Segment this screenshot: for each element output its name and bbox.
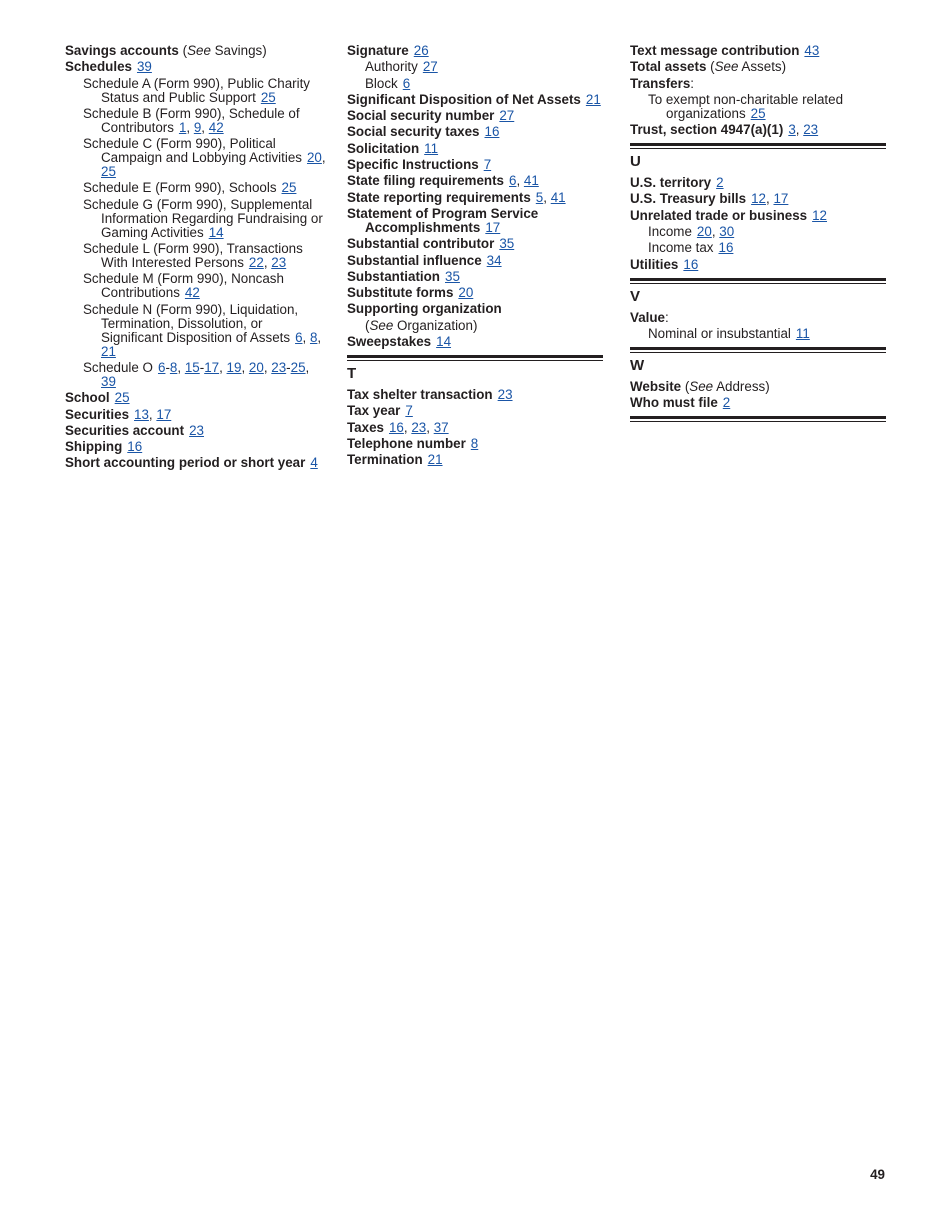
page-reference-link[interactable]: 9	[193, 119, 202, 135]
entry-text: (	[706, 59, 715, 75]
index-term: Specific Instructions	[347, 157, 479, 173]
entry-text: Address)	[713, 378, 770, 394]
index-entry	[347, 302, 603, 316]
index-term: Substantial contributor	[347, 236, 495, 252]
page-reference-link[interactable]: 21	[101, 343, 116, 359]
index-entry	[630, 396, 886, 410]
index-entry	[347, 237, 603, 251]
page-reference-link[interactable]: 14	[436, 334, 452, 350]
see-reference: See	[369, 317, 394, 333]
page-reference-link[interactable]: 34	[486, 252, 502, 268]
section-letter-heading: V	[630, 287, 641, 305]
page-reference-link[interactable]: 26	[413, 43, 429, 58]
page-reference-link[interactable]: 6	[402, 75, 411, 91]
index-term: Substantiation	[347, 268, 440, 284]
index-entry	[630, 380, 886, 394]
index-entry	[630, 258, 886, 272]
index-entry	[347, 335, 603, 349]
entry-text: To exempt non-charitable related organizations	[648, 91, 844, 121]
page-reference-link[interactable]: 12	[812, 207, 828, 223]
entry-text: ,	[321, 150, 326, 166]
index-term: Schedules	[65, 59, 132, 75]
index-column-1	[65, 44, 327, 473]
page-reference-link[interactable]: 20	[696, 224, 712, 240]
page-reference-link[interactable]: 25	[290, 359, 306, 375]
page-reference-link[interactable]: 8	[169, 359, 178, 375]
page-reference-link[interactable]: 6	[509, 173, 517, 189]
index-entry	[65, 440, 327, 454]
page-reference-link[interactable]: 23	[411, 419, 427, 435]
index-subentry	[347, 319, 603, 333]
page-reference-link[interactable]: 2	[722, 395, 731, 411]
entry-text: Schedule G (Form 990), Supplemental Information Regarding Fundraising or Gaming Activities	[83, 196, 323, 240]
index-term: School	[65, 390, 110, 406]
see-reference: See	[689, 378, 714, 394]
page-reference-link[interactable]: 4	[310, 455, 318, 471]
index-term: Tax shelter transaction	[347, 387, 493, 403]
index-entry	[347, 93, 603, 107]
page-reference-link[interactable]: 27	[499, 108, 515, 124]
entry-text: ,	[403, 419, 412, 435]
entry-text: Schedule A (Form 990), Public Charity Status and Public Support	[83, 75, 310, 105]
index-subentry	[630, 225, 886, 239]
page-reference-link[interactable]: 23	[803, 122, 819, 138]
entry-text: ,	[148, 406, 157, 422]
page-reference-link[interactable]: 7	[483, 157, 492, 173]
page-reference-link[interactable]: 11	[424, 140, 439, 156]
page-reference-link[interactable]: 23	[271, 255, 287, 271]
entry-text: Schedule M (Form 990), Noncash Contributions	[83, 271, 284, 301]
index-term: Taxes	[347, 419, 384, 435]
entry-text: Assets)	[738, 59, 787, 75]
section-divider	[630, 143, 886, 149]
index-entry	[65, 44, 327, 58]
page-number: 49	[870, 1167, 885, 1182]
entry-text: ,	[516, 173, 524, 189]
index-entry	[347, 158, 603, 172]
page-reference-link[interactable]: 37	[433, 419, 449, 435]
section-divider	[630, 347, 886, 353]
entry-text: ,	[219, 359, 227, 375]
page-reference-link[interactable]: 41	[523, 173, 539, 189]
page-reference-link[interactable]: 25	[114, 390, 130, 406]
entry-text: ,	[263, 255, 272, 271]
entry-text: Block	[365, 75, 398, 91]
page-reference-link[interactable]: 8	[309, 329, 318, 345]
index-entry	[347, 453, 603, 467]
index-entry	[65, 60, 327, 74]
entry-text: -	[165, 359, 170, 375]
index-term: Trust, section 4947(a)(1)	[630, 122, 784, 138]
index-term: Termination	[347, 452, 423, 468]
page-reference-link[interactable]: 25	[101, 164, 116, 180]
index-term: Unrelated trade or business	[630, 207, 808, 223]
index-term: Website	[630, 378, 682, 394]
index-entry	[65, 424, 327, 438]
page-reference-link[interactable]: 6	[157, 359, 166, 375]
page-reference-link[interactable]: 16	[388, 419, 404, 435]
index-entry	[347, 125, 603, 139]
page-reference-link[interactable]: 15	[184, 359, 200, 375]
index-term: Savings accounts	[65, 43, 179, 58]
index-term: Tax year	[347, 403, 401, 419]
page-reference-link[interactable]: 42	[208, 119, 224, 135]
page-reference-link[interactable]: 8	[470, 435, 479, 451]
page-reference-link[interactable]: 13	[134, 406, 149, 422]
entry-text: ,	[241, 359, 249, 375]
index-entry	[630, 209, 886, 223]
page-reference-link[interactable]: 22	[248, 255, 264, 271]
index-entry	[347, 437, 603, 451]
index-entry	[347, 286, 603, 300]
page-reference-link[interactable]: 39	[101, 373, 116, 389]
page-reference-link[interactable]: 23	[497, 387, 513, 403]
index-subentry	[65, 198, 327, 240]
page-reference-link[interactable]: 14	[208, 224, 224, 240]
page-reference-link[interactable]: 35	[499, 236, 515, 252]
index-entry	[630, 60, 886, 74]
index-entry	[630, 176, 886, 190]
entry-text: (	[365, 317, 370, 333]
index-subentry	[65, 107, 327, 135]
page-reference-link[interactable]: 19	[226, 359, 242, 375]
page-reference-link[interactable]: 30	[719, 224, 735, 240]
index-term: Significant Disposition of Net Assets	[347, 91, 581, 107]
index-term: Transfers	[630, 75, 691, 91]
page-reference-link[interactable]: 6	[295, 329, 303, 345]
index-entry	[65, 408, 327, 422]
index-term: Social security number	[347, 108, 495, 124]
page-reference-link[interactable]: 21	[427, 452, 443, 468]
entry-text: :	[665, 309, 669, 325]
index-term: Solicitation	[347, 140, 420, 156]
page-reference-link[interactable]: 27	[422, 59, 438, 75]
index-subentry	[630, 241, 886, 255]
page-reference-link[interactable]: 16	[718, 240, 734, 256]
index-term: Substantial influence	[347, 252, 482, 268]
index-term: Shipping	[65, 439, 123, 455]
page-reference-link[interactable]: 25	[750, 105, 766, 121]
index-subentry	[65, 77, 327, 105]
entry-text: ,	[305, 359, 310, 375]
index-term: U.S. territory	[630, 175, 712, 191]
page-reference-link[interactable]: 17	[773, 191, 789, 207]
index-entry	[347, 421, 603, 435]
page-reference-link[interactable]: 3	[788, 122, 796, 138]
index-entry	[65, 456, 327, 470]
page-reference-link[interactable]: 23	[271, 359, 287, 375]
index-subentry	[65, 242, 327, 270]
page-reference-link[interactable]: 17	[485, 219, 501, 235]
index-term: Telephone number	[347, 435, 466, 451]
page-reference-link[interactable]: 17	[156, 406, 172, 422]
page-reference-link[interactable]: 1	[178, 119, 187, 135]
index-term: State filing requirements	[347, 173, 504, 189]
entry-text: Nominal or insubstantial	[648, 325, 791, 341]
entry-text: Schedule C (Form 990), Political Campaign and Lobbying Activities	[83, 136, 302, 166]
page-reference-link[interactable]: 39	[136, 59, 152, 75]
entry-text: Organization)	[393, 317, 478, 333]
index-entry	[347, 404, 603, 418]
section-divider	[347, 355, 603, 361]
page-reference-link[interactable]: 20	[458, 285, 474, 301]
entry-text: -	[199, 359, 205, 375]
index-term: Statement of Program Service Accomplishments	[347, 205, 539, 235]
index-entry	[630, 44, 886, 58]
page-reference-link[interactable]: 20	[306, 150, 322, 166]
index-subentry	[65, 137, 327, 179]
index-term: Signature	[347, 43, 409, 58]
index-column-3	[630, 44, 886, 426]
page-reference-link[interactable]: 25	[281, 180, 297, 196]
index-entry	[347, 207, 603, 235]
index-subentry	[347, 77, 603, 91]
page-reference-link[interactable]: 2	[716, 175, 724, 191]
page-reference-link[interactable]: 12	[751, 191, 767, 207]
entry-text: ,	[201, 119, 209, 135]
page-reference-link[interactable]: 42	[184, 285, 200, 301]
index-entry	[347, 109, 603, 123]
page-reference-link[interactable]: 5	[535, 189, 544, 205]
entry-text: ,	[317, 329, 322, 345]
page-reference-link[interactable]: 43	[804, 43, 820, 58]
index-subentry	[65, 272, 327, 300]
index-term: Text message contribution	[630, 43, 800, 58]
page-reference-link[interactable]: 17	[204, 359, 220, 375]
entry-text: Income	[648, 224, 692, 240]
section-letter-heading: U	[630, 153, 641, 171]
page-reference-link[interactable]: 23	[189, 422, 204, 438]
index-term: Who must file	[630, 395, 718, 411]
index-entry	[347, 270, 603, 284]
entry-text: ,	[711, 224, 720, 240]
index-subentry	[65, 361, 327, 389]
entry-text: Schedule N (Form 990), Liquidation, Termination, Dissolution, or Significant Disposition of Assets	[83, 301, 299, 345]
index-subentry	[630, 93, 886, 121]
entry-text: ,	[263, 359, 272, 375]
entry-text: Authority	[365, 59, 418, 75]
entry-text: ,	[543, 189, 551, 205]
see-reference: See	[187, 43, 211, 58]
index-term: Total assets	[630, 59, 707, 75]
entry-text: ,	[302, 329, 310, 345]
page-reference-link[interactable]: 7	[405, 403, 413, 419]
index-term: Sweepstakes	[347, 334, 432, 350]
index-entry	[347, 388, 603, 402]
see-reference: See	[714, 59, 739, 75]
index-entry	[347, 174, 603, 188]
index-term: Securities	[65, 406, 130, 422]
index-term: Securities account	[65, 422, 185, 438]
section-letter-heading: T	[347, 365, 357, 383]
index-term: Social security taxes	[347, 124, 480, 140]
entry-text: ,	[426, 419, 434, 435]
index-entry	[630, 192, 886, 206]
index-entry	[630, 311, 886, 325]
index-entry	[630, 77, 886, 91]
entry-text: (	[681, 378, 690, 394]
index-entry	[347, 44, 603, 58]
index-entry	[347, 254, 603, 268]
entry-text: Schedule E (Form 990), Schools	[83, 180, 277, 196]
index-subentry	[630, 327, 886, 341]
index-term: Substitute forms	[347, 285, 454, 301]
index-entry	[347, 142, 603, 156]
page-reference-link[interactable]: 16	[683, 256, 699, 272]
index-term: Short accounting period or short year	[65, 455, 306, 471]
index-subentry	[347, 60, 603, 74]
section-divider	[630, 416, 886, 422]
index-entry	[65, 391, 327, 405]
entry-text: ,	[177, 359, 185, 375]
page-reference-link[interactable]: 16	[484, 124, 500, 140]
index-term: Supporting organization	[347, 301, 502, 317]
page-reference-link[interactable]: 35	[445, 268, 460, 284]
index-entry	[347, 191, 603, 205]
entry-text: ,	[186, 119, 194, 135]
entry-text: Schedule O	[83, 359, 153, 375]
entry-text: -	[286, 359, 291, 375]
index-term: State reporting requirements	[347, 189, 531, 205]
page-reference-link[interactable]: 16	[127, 439, 143, 455]
page-reference-link[interactable]: 11	[795, 325, 810, 341]
entry-text: :	[690, 75, 695, 91]
page-reference-link[interactable]: 20	[248, 359, 264, 375]
index-term: Utilities	[630, 256, 679, 272]
entry-text: Schedule L (Form 990), Transactions With Interested Persons	[83, 241, 303, 271]
entry-text: ,	[795, 122, 804, 138]
index-entry	[630, 123, 886, 137]
index-column-2	[347, 44, 603, 470]
index-term: U.S. Treasury bills	[630, 191, 747, 207]
entry-text: (	[178, 43, 188, 58]
entry-text: Income tax	[648, 240, 714, 256]
index-term: Value	[630, 309, 665, 325]
page-reference-link[interactable]: 25	[260, 89, 276, 105]
index-subentry	[65, 181, 327, 195]
page-reference-link[interactable]: 21	[585, 91, 601, 107]
entry-text: Schedule B (Form 990), Schedule of Contributors	[83, 105, 300, 135]
entry-text: Savings)	[210, 43, 267, 58]
page-reference-link[interactable]: 41	[550, 189, 566, 205]
section-letter-heading: W	[630, 356, 645, 374]
entry-text: ,	[766, 191, 774, 207]
index-subentry	[65, 303, 327, 359]
section-divider	[630, 278, 886, 284]
